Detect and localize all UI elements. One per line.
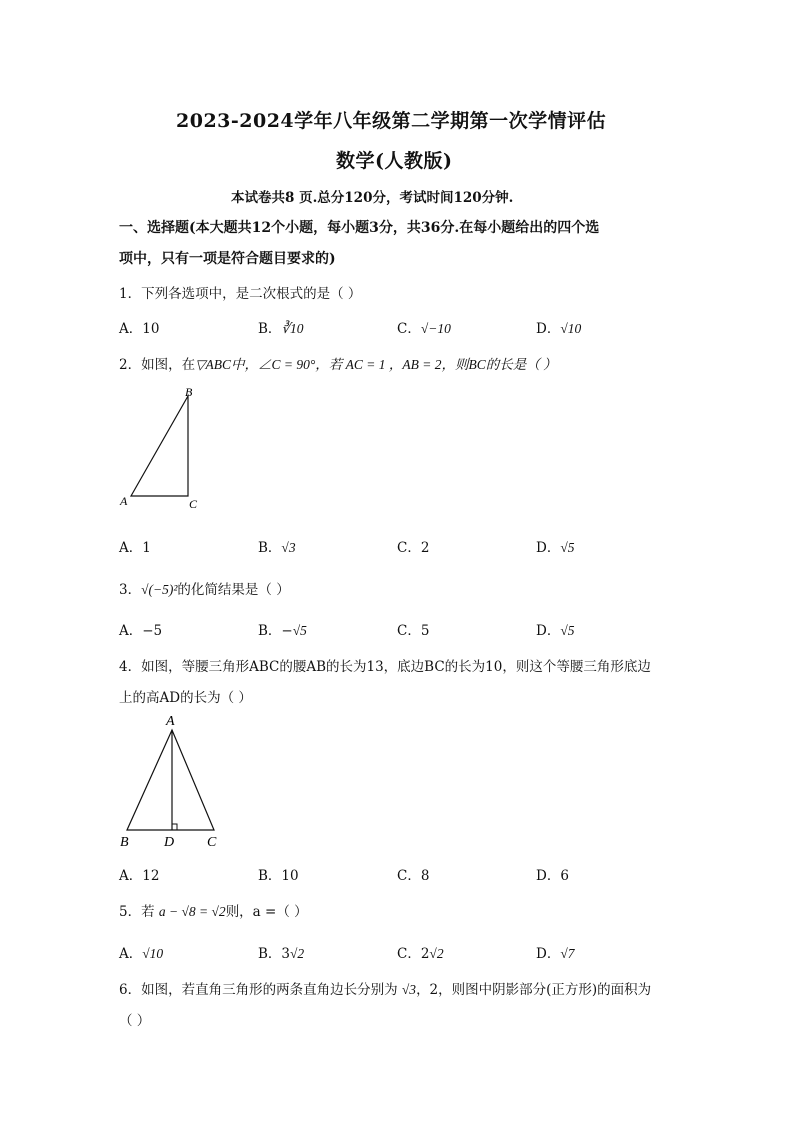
q5-stem-math: a − √8 = √2	[158, 904, 226, 919]
q2-label-b: B	[185, 385, 193, 399]
exam-info: 本试卷共8 页.总分120分，考试时间120分钟.	[231, 190, 514, 206]
q3-option-b-math: √5	[292, 623, 307, 638]
question-1-stem: 1．下列各选项中，是二次根式的是（ ）	[119, 286, 362, 302]
q2-option-d: D．√5	[536, 540, 575, 556]
q3-option-d: D．√5	[536, 623, 575, 639]
q5-option-a: A．√10	[119, 946, 164, 962]
q4-option-d: D．6	[536, 868, 569, 884]
q2-label-a: A	[120, 494, 128, 508]
exam-subtitle: 数学(人教版)	[336, 150, 453, 172]
q3-option-a: A．−5	[119, 623, 163, 639]
q2-option-b: B．√3	[258, 540, 296, 556]
q3-option-b: B．−√5	[258, 623, 307, 639]
q4-option-c: C．8	[397, 868, 430, 884]
q1-option-d: D．√10	[536, 321, 582, 337]
q2-option-b-math: √3	[281, 540, 296, 555]
q4-label-b: B	[120, 835, 129, 850]
q4-label-a: A	[166, 714, 175, 729]
q4-isosceles-triangle-figure	[116, 710, 228, 852]
q4-option-a: A．12	[119, 868, 160, 884]
q1-option-b: B．∛10	[258, 321, 304, 337]
q5-option-b: B．3√2	[258, 946, 305, 962]
question-6-stem-line1: 6．如图，若直角三角形的两条直角边长分别为 √3，2，则图中阴影部分(正方形)的面积为	[119, 982, 652, 998]
question-6-stem-line2: （ ）	[119, 1013, 151, 1029]
section-heading-line1: 一、选择题(本大题共12个小题，每小题3分，共36分.在每小题给出的四个选	[119, 220, 600, 236]
q3-option-c: C．5	[397, 623, 430, 639]
q2-option-a: A．1	[119, 540, 151, 556]
question-2-stem: 2．如图，在▽ABC中，∠C = 90°，若 AC = 1 ，AB = 2，则BC的长是（ ）	[119, 357, 557, 373]
q2-option-d-math: √5	[560, 540, 575, 555]
q4-label-c: C	[207, 835, 217, 850]
question-4-stem-line1: 4．如图，等腰三角形ABC的腰AB的长为13，底边BC的长为10，则这个等腰三角形底边	[119, 659, 651, 675]
q1-option-b-math: ∛10	[281, 321, 304, 336]
q5-option-a-math: √10	[142, 946, 164, 961]
q1-option-c-math: √−10	[420, 321, 451, 336]
q4-label-d: D	[164, 835, 175, 850]
q6-stem-math: √3	[401, 982, 417, 997]
q5-option-c: C．2√2	[397, 946, 444, 962]
exam-title: 2023-2024学年八年级第二学期第一次学情评估	[176, 110, 607, 132]
q2-stem-math: ▽ABC中，∠C = 90°，若 AC = 1 ，AB = 2，则BC的长是（ ）	[195, 357, 557, 372]
q3-option-d-math: √5	[560, 623, 575, 638]
q2-label-c: C	[189, 497, 198, 511]
q5-option-b-math: √2	[290, 946, 305, 961]
section-heading-line2: 项中，只有一项是符合题目要求的)	[119, 251, 336, 267]
q4-option-b: B．10	[258, 868, 299, 884]
q5-option-c-math: √2	[429, 946, 444, 961]
question-4-stem-line2: 上的高AD的长为（ ）	[119, 690, 252, 706]
question-5-stem: 5．若 a − √8 = √2则，a =（ ）	[119, 904, 308, 920]
q1-option-c: C．√−10	[397, 321, 451, 337]
q5-option-d: D．√7	[536, 946, 575, 962]
q3-stem-math: √(−5)²	[141, 582, 178, 597]
q5-option-d-math: √7	[560, 946, 575, 961]
q2-right-triangle-figure	[118, 384, 208, 514]
q1-option-d-math: √10	[560, 321, 582, 336]
q1-option-a: A．10	[119, 321, 160, 337]
q2-option-c: C．2	[397, 540, 430, 556]
question-3-stem: 3．√(−5)²的化简结果是（ ）	[119, 582, 290, 598]
